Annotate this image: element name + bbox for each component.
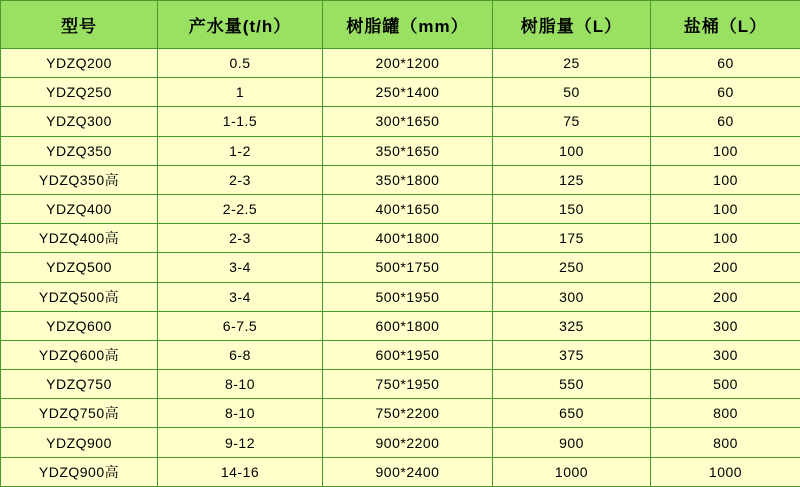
cell-water-output: 8-10 [158, 370, 323, 399]
cell-resin-tank: 400*1650 [323, 194, 493, 223]
table-row [1, 311, 800, 340]
cell-resin-tank: 200*1200 [323, 49, 493, 78]
table-row [1, 107, 800, 136]
table-row [1, 224, 800, 253]
cell-water-output: 2-2.5 [158, 194, 323, 223]
cell-brine-tank: 500 [651, 370, 800, 399]
column-header-resin-tank: 树脂罐（mm） [323, 1, 493, 49]
cell-model: YDZQ750高 [1, 399, 158, 428]
cell-model: YDZQ900 [1, 428, 158, 457]
cell-resin-volume: 250 [493, 253, 651, 282]
cell-resin-volume: 900 [493, 428, 651, 457]
column-header-brine-tank: 盐桶（L） [651, 1, 800, 49]
cell-water-output: 6-7.5 [158, 311, 323, 340]
cell-model: YDZQ600高 [1, 340, 158, 369]
table-row [1, 282, 800, 311]
cell-resin-tank: 600*1800 [323, 311, 493, 340]
cell-model: YDZQ400 [1, 194, 158, 223]
cell-brine-tank: 60 [651, 78, 800, 107]
cell-resin-tank: 400*1800 [323, 224, 493, 253]
cell-resin-volume: 1000 [493, 457, 651, 486]
cell-brine-tank: 100 [651, 136, 800, 165]
cell-brine-tank: 800 [651, 428, 800, 457]
cell-resin-tank: 750*1950 [323, 370, 493, 399]
cell-model: YDZQ500高 [1, 282, 158, 311]
cell-model: YDZQ400高 [1, 224, 158, 253]
table-row [1, 399, 800, 428]
cell-model: YDZQ350 [1, 136, 158, 165]
cell-resin-volume: 550 [493, 370, 651, 399]
cell-resin-tank: 350*1650 [323, 136, 493, 165]
cell-resin-volume: 125 [493, 165, 651, 194]
cell-resin-tank: 500*1750 [323, 253, 493, 282]
cell-resin-tank: 500*1950 [323, 282, 493, 311]
table-row [1, 370, 800, 399]
cell-resin-volume: 150 [493, 194, 651, 223]
cell-brine-tank: 100 [651, 224, 800, 253]
table-body [1, 49, 800, 487]
table-row [1, 253, 800, 282]
cell-brine-tank: 300 [651, 340, 800, 369]
cell-resin-tank: 350*1800 [323, 165, 493, 194]
cell-resin-tank: 750*2200 [323, 399, 493, 428]
table-row [1, 136, 800, 165]
table-row [1, 340, 800, 369]
cell-water-output: 2-3 [158, 224, 323, 253]
cell-water-output: 1-2 [158, 136, 323, 165]
column-header-water-output: 产水量(t/h） [158, 1, 323, 49]
table-row [1, 78, 800, 107]
table-header [1, 1, 800, 49]
cell-resin-volume: 375 [493, 340, 651, 369]
cell-brine-tank: 800 [651, 399, 800, 428]
cell-resin-volume: 300 [493, 282, 651, 311]
cell-water-output: 3-4 [158, 282, 323, 311]
table-row [1, 428, 800, 457]
cell-resin-tank: 600*1950 [323, 340, 493, 369]
cell-model: YDZQ600 [1, 311, 158, 340]
cell-resin-tank: 900*2400 [323, 457, 493, 486]
table-header-row [1, 1, 800, 49]
cell-brine-tank: 60 [651, 107, 800, 136]
cell-water-output: 8-10 [158, 399, 323, 428]
cell-brine-tank: 200 [651, 282, 800, 311]
cell-resin-volume: 50 [493, 78, 651, 107]
cell-brine-tank: 60 [651, 49, 800, 78]
cell-water-output: 3-4 [158, 253, 323, 282]
cell-water-output: 1 [158, 78, 323, 107]
cell-resin-tank: 250*1400 [323, 78, 493, 107]
cell-brine-tank: 300 [651, 311, 800, 340]
column-header-model: 型号 [1, 1, 158, 49]
cell-model: YDZQ300 [1, 107, 158, 136]
cell-model: YDZQ500 [1, 253, 158, 282]
table-row [1, 165, 800, 194]
cell-brine-tank: 1000 [651, 457, 800, 486]
cell-resin-volume: 100 [493, 136, 651, 165]
cell-water-output: 0.5 [158, 49, 323, 78]
cell-model: YDZQ200 [1, 49, 158, 78]
cell-brine-tank: 100 [651, 165, 800, 194]
cell-water-output: 9-12 [158, 428, 323, 457]
cell-model: YDZQ250 [1, 78, 158, 107]
cell-resin-volume: 650 [493, 399, 651, 428]
cell-resin-volume: 325 [493, 311, 651, 340]
cell-brine-tank: 100 [651, 194, 800, 223]
table-row [1, 457, 800, 486]
cell-water-output: 1-1.5 [158, 107, 323, 136]
cell-resin-volume: 175 [493, 224, 651, 253]
column-header-resin-volume: 树脂量（L） [493, 1, 651, 49]
cell-model: YDZQ350高 [1, 165, 158, 194]
cell-resin-tank: 300*1650 [323, 107, 493, 136]
cell-model: YDZQ900高 [1, 457, 158, 486]
cell-water-output: 14-16 [158, 457, 323, 486]
cell-resin-volume: 75 [493, 107, 651, 136]
cell-model: YDZQ750 [1, 370, 158, 399]
cell-brine-tank: 200 [651, 253, 800, 282]
table-row [1, 194, 800, 223]
cell-water-output: 2-3 [158, 165, 323, 194]
table-row [1, 49, 800, 78]
cell-resin-tank: 900*2200 [323, 428, 493, 457]
cell-water-output: 6-8 [158, 340, 323, 369]
cell-resin-volume: 25 [493, 49, 651, 78]
